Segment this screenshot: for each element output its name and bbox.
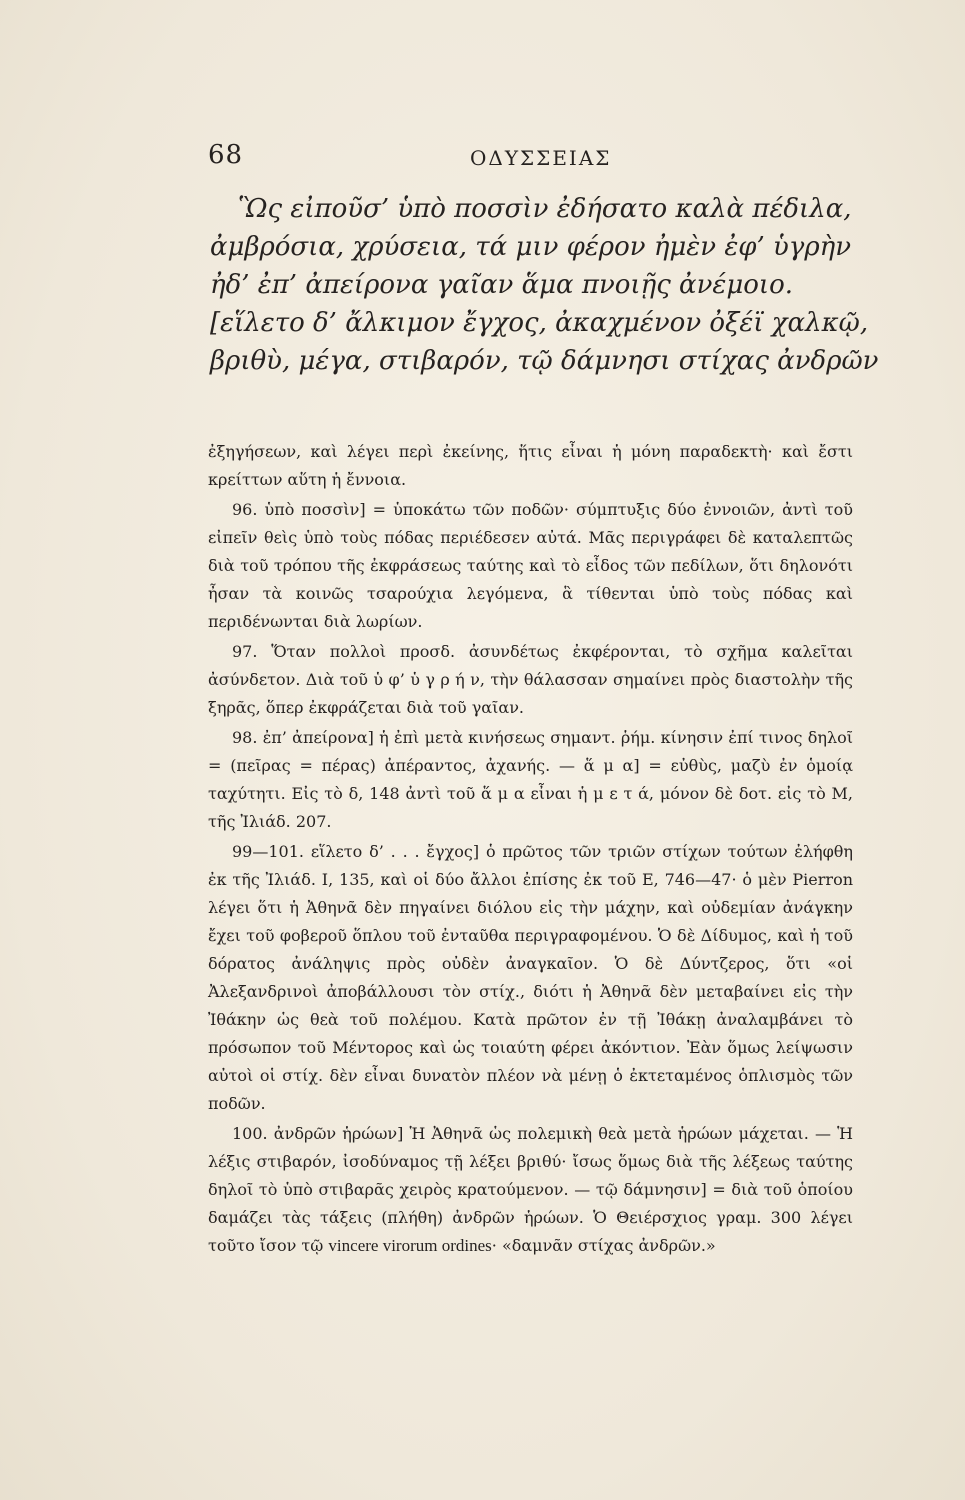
page-header [208, 136, 768, 176]
verse-block [210, 190, 879, 380]
verse-line: ἀμβρόσια, χρύσεια, τά μιν φέρον ἠμὲν ἐφ’ ὑγρὴν [210, 232, 852, 262]
note-96: 96. ὑπὸ ποσσὶν] = ὑποκάτω τῶν ποδῶν· σύμπτυξις δύο ἐννοιῶν, ἀντὶ τοῦ εἰπεῖν θεὶς ὑπὸ τοὺς πόδας περιέδεσεν αὐτά. Μᾶς περιγράφει δὲ καταλεπτῶς διὰ τοῦ τρόπου τῆς ἐκφράσεως ταύτης καὶ τὸ εἶδος τῶν πεδίλων, ὅτι δηλονότι ἦσαν τὰ κοινῶς τσαρούχια λεγόμενα, ἃ τίθενται ὑπὸ τοὺς πόδας καὶ περιδένωνται διὰ λωρίων. [208, 500, 853, 631]
page-number: 68 [208, 140, 244, 170]
commentary-intro: ἐξηγήσεων, καὶ λέγει περὶ ἐκείνης, ἥτις εἶναι ἡ μόνη παραδεκτὴ· καὶ ἔστι κρείττων αὕτη ἡ ἔννοια. [208, 442, 853, 489]
note-100-text: 100. ἀνδρῶν ἡρώων] Ἡ Ἀθηνᾶ ὡς πολεμικὴ θεὰ μετὰ ἡρώων μάχεται. — Ἡ λέξις στιβαρόν, ἰσοδύναμος τῇ λέξει βριθύ· ἴσως ὅμως διὰ τῆς λέξεως ταύτης δηλοῖ τὸ ὑπὸ στιβαρᾶς χειρὸς κρατούμενον. — τῷ δάμνησιν] = διὰ τοῦ ὁποίου δαμάζει τὰς τάξεις (πλήθη) ἀνδρῶν ἡρώων. Ὁ Θειέρσχιος γραμ. 300 λέγει τοῦτο ἴσον τῷ [208, 1124, 853, 1255]
note-100-end: · «δαμνᾶν στίχας ἀνδρῶν.» [491, 1236, 716, 1255]
note-100 [208, 1120, 853, 1260]
verse-line: βριθὺ, μέγα, στιβαρόν, τῷ δάμνησι στίχας ἀνδρῶν [210, 346, 879, 376]
verse-line: Ὣς εἰποῦσ’ ὑπὸ ποσσὶν ἐδήσατο καλὰ πέδιλα, [238, 194, 852, 224]
note-97: 97. Ὅταν πολλοὶ προσδ. ἀσυνδέτως ἐκφέρονται, τὸ σχῆμα καλεῖται ἀσύνδετον. Διὰ τοῦ ὑ φ’ ὑ γ ρ ή ν, τὴν θάλασσαν σημαίνει πρὸς διαστολὴν τῆς ξηρᾶς, ὅπερ ἐκφράζεται διὰ τοῦ γαῖαν. [208, 642, 853, 717]
note-98: 98. ἐπ’ ἀπείρονα] ἡ ἐπὶ μετὰ κινήσεως σημαντ. ῥήμ. κίνησιν ἐπί τινος δηλοῖ = (πεῖρας = πέρας) ἀπέραντος, ἀχανής. — ἅ μ α] = εὐθὺς, μαζὺ ἐν ὁμοίᾳ ταχύτητι. Εἰς τὸ δ, 148 ἀντὶ τοῦ ἅ μ α εἶναι ἡ μ ε τ ά, μόνον δὲ δοτ. εἰς τὸ Μ, τῆς Ἰλιάδ. 207. [208, 728, 853, 831]
verse-line: ἠδ’ ἐπ’ ἀπείρονα γαῖαν ἅμα πνοιῇς ἀνέμοιο. [210, 270, 794, 300]
latin-phrase: vincere virorum ordines [328, 1236, 492, 1255]
note-99-101: 99—101. εἵλετο δ’ . . . ἔγχος] ὁ πρῶτος τῶν τριῶν στίχων τούτων ἐλήφθη ἐκ τῆς Ἰλιάδ. Ι, 135, καὶ οἱ δύο ἄλλοι ἐπίσης ἐκ τοῦ Ε, 746—47· ὁ μὲν Pierron λέγει ὅτι ἡ Ἀθηνᾶ δὲν πηγαίνει διόλου εἰς τὴν μάχην, καὶ οὐδεμίαν ἀνάγκην ἔχει τοῦ φοβεροῦ ὅπλου τοῦ ἐνταῦθα περιγραφομένου. Ὁ δὲ Δίδυμος, καὶ ἡ τοῦ δόρατος ἀνάληψις πρὸς οὐδὲν ἀναγκαῖον. Ὁ δὲ Δύντζερος, ὅτι «οἱ Ἀλεξανδρινοὶ ἀποβάλλουσι τὸν στίχ., διότι ἡ Ἀθηνᾶ δὲν μεταβαίνει εἰς τὴν Ἰθάκην ὡς θεὰ τοῦ πολέμου. Κατὰ πρῶτον ἐν τῇ Ἰθάκῃ ἀναλαμβάνει τὸ πρόσωπον τοῦ Μέντορος καὶ ὡς τοιαύτη φέρει ἀκόντιον. Ἐὰν ὅμως λείψωσιν αὐτοὶ οἱ στίχ. δὲν εἶναι δυνατὸν πλέον νὰ μένῃ ὁ ἐκτεταμένος ὁπλισμὸς τῶν ποδῶν. [208, 842, 853, 1113]
running-title: ΟΔΥΣΣΕΙΑΣ [470, 146, 612, 170]
verse-line: [εἵλετο δ’ ἄλκιμον ἔγχος, ἀκαχμένον ὀξέϊ χαλκῷ, [210, 308, 869, 338]
commentary [208, 438, 853, 1260]
